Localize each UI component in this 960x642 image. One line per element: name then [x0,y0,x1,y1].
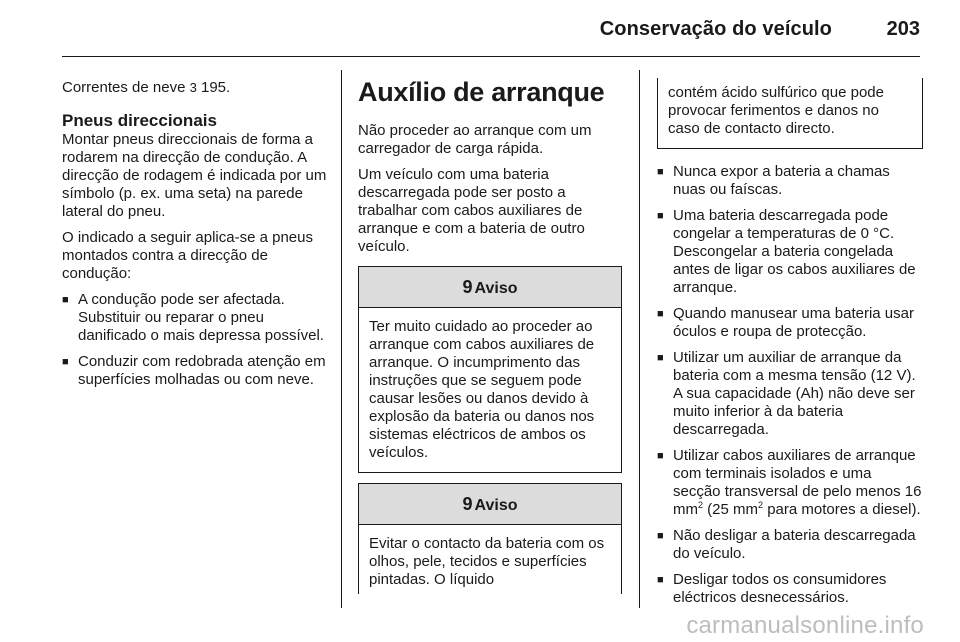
snow-chains-reference: Correntes de neve 3 195. [62,79,231,96]
warning-label: Aviso [474,497,518,514]
header-divider [62,56,920,57]
warning-header [359,484,621,525]
directional-tyres-heading: Pneus direccionais [62,111,217,130]
list-item: ■ Utilizar um auxiliar de arranque da bateria com a mesma tensão (12 V). A sua capacidade (Ah) não deve ser muito inferior à da bateria descarregada. [657,349,923,439]
warning-text: Evitar o contacto da bateria com os olhos, pele, tecidos e superfícies pintadas. O líquido [369,535,605,588]
warning-text: Ter muito cuidado ao proceder ao arranque com cabos auxiliares de arranque. O incumprimento das instruções que se seguem pode causar lesões ou danos devido à explosão da bateria ou danos nos sistemas eléctricos de ambos os veículos. [369,318,595,461]
jump-start-paragraph-1: Não proceder ao arranque com um carregador de carga rápida. [358,122,592,157]
section-title: Auxílio de arranque [358,77,605,107]
directional-tyres-list [62,291,328,389]
list-item: ■ Utilizar cabos auxiliares de arranque com terminais isolados e uma secção transversal de pelo menos 16 $mm^2$ (25 $mm^2$ para motores a diesel). [657,447,923,519]
column-1 [62,79,328,399]
list-item: ■ Nunca expor a bateria a chamas nuas ou faíscas. [657,163,923,199]
column-divider-1 [341,70,342,608]
column-2 [358,78,622,604]
column-divider-2 [639,70,640,608]
warning-header [359,267,621,308]
jump-start-paragraph-2: Um veículo com uma bateria descarregada pode ser posto a trabalhar com cabos auxiliares de arranque e com a bateria de outro veículo. [358,166,585,255]
directional-tyres-paragraph: Montar pneus direccionais de forma a rodarem na direcção de condução. A direcção de rodagem é indicada por um símbolo (p. ex. uma seta) na parede lateral do pneu. [62,131,327,220]
list-item: ■ Não desligar a bateria descarregada do veículo. [657,527,923,563]
warning-box-2-continued: contém ácido sulfúrico que pode provocar ferimentos e danos no caso de contacto directo. [657,78,923,149]
safety-list [657,163,923,607]
list-item: ■ Uma bateria descarregada pode congelar a temperaturas de 0 °C. Descongelar a bateria congelada antes de ligar os cabos auxiliares de arranque. [657,207,923,297]
page-number: 203 [886,18,920,40]
warning-box-2 [358,483,622,594]
column-3 [657,78,923,617]
warning-box-1 [358,266,622,473]
page-header-title: Conservação do veículo [599,18,832,40]
list-item: ■ Desligar todos os consumidores eléctricos desnecessários. [657,571,923,607]
list-item: ■ Conduzir com redobrada atenção em superfícies molhadas ou com neve. [62,353,328,389]
watermark: carmanualsonline.info [686,612,924,639]
list-item: ■ Quando manusear uma bateria usar óculos e roupa de protecção. [657,305,923,341]
list-item: ■ A condução pode ser afectada. Substituir ou reparar o pneu danificado o mais depressa possível. [62,291,328,345]
reverse-mounting-paragraph: O indicado a seguir aplica-se a pneus montados contra a direcção de condução: [62,229,313,282]
page-ref-arrow-icon: 3 [189,80,197,95]
warning-label: Aviso [474,280,518,297]
warning-triangle-icon: 9 [462,277,473,297]
snow-chains-page-link[interactable]: 195. [200,79,231,96]
warning-triangle-icon: 9 [462,494,473,514]
